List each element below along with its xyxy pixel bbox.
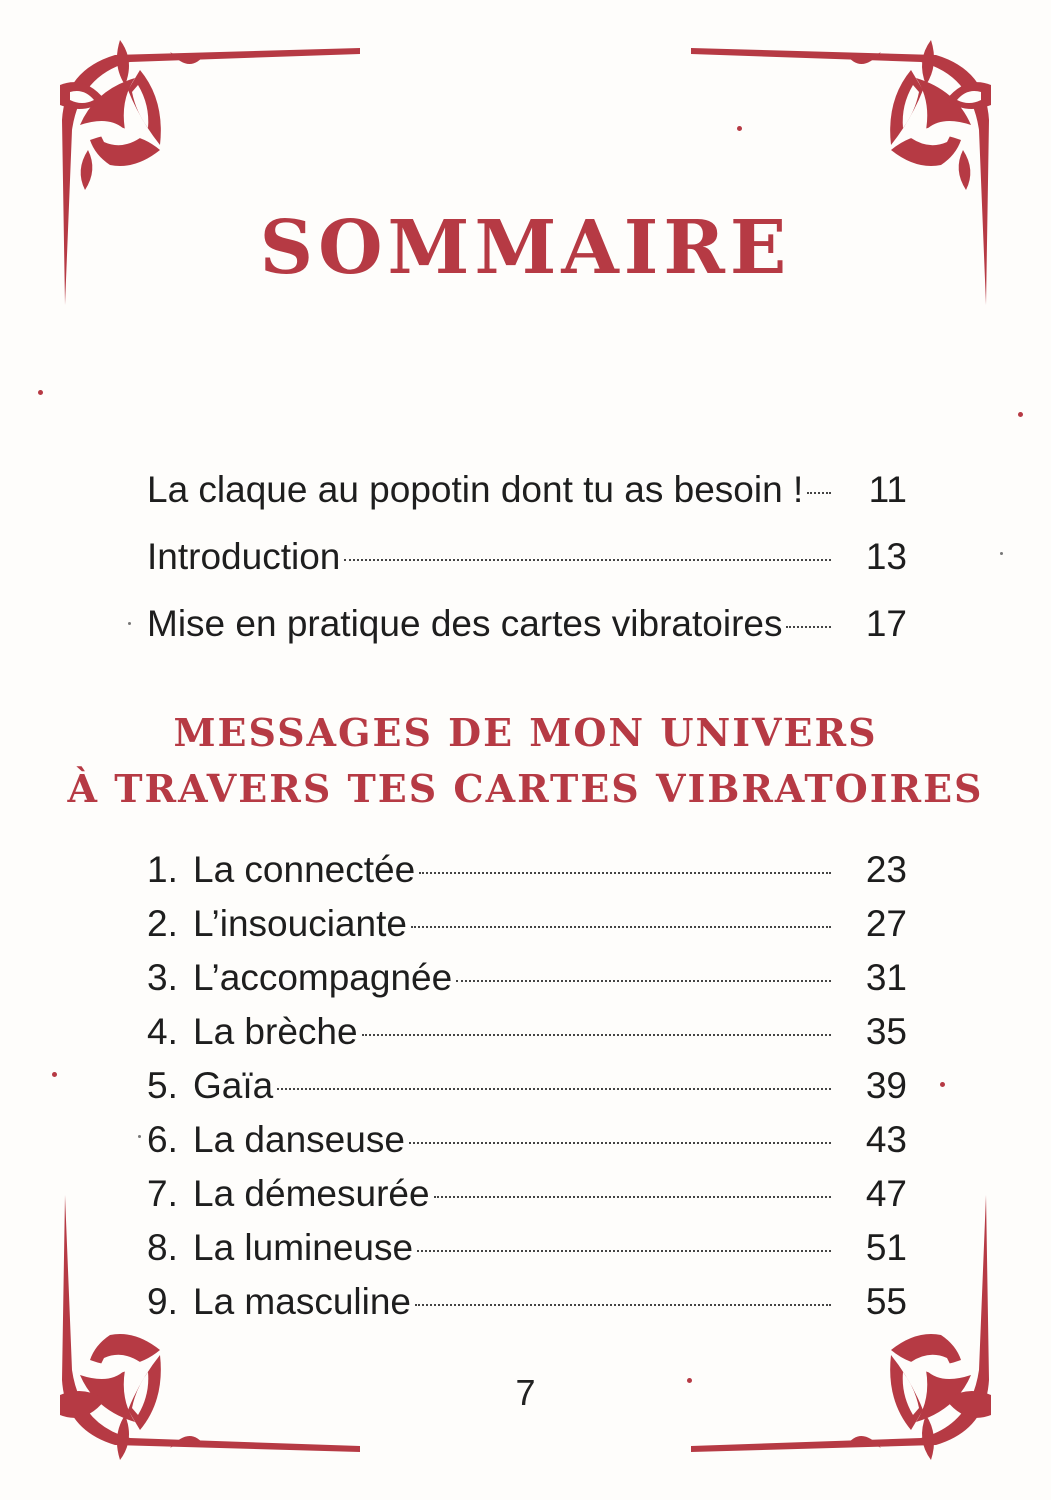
toc-entry-number: 3. — [147, 957, 178, 998]
dot-leader — [419, 872, 831, 874]
toc-entry-page: 11 — [868, 469, 907, 510]
ink-speck — [52, 1072, 57, 1077]
toc-entry-label: La démesurée — [193, 1173, 430, 1214]
ink-speck — [138, 1135, 141, 1138]
toc-entry[interactable] — [147, 953, 907, 1007]
toc-entry-number: 7. — [147, 1173, 178, 1214]
toc-entry-number: 6. — [147, 1119, 178, 1160]
toc-entry[interactable] — [147, 599, 907, 666]
toc-entry-number: 5. — [147, 1065, 178, 1106]
toc-entry-number: 8. — [147, 1227, 178, 1268]
dot-leader — [807, 492, 831, 494]
toc-entry-label: Introduction — [147, 536, 341, 577]
dot-leader — [362, 1034, 831, 1036]
toc-entry-label: La claque au popotin dont tu as besoin ! — [147, 469, 804, 510]
dot-leader — [456, 980, 831, 982]
toc-entry-page: 47 — [865, 1173, 907, 1214]
toc-entry[interactable] — [147, 845, 907, 899]
dot-leader — [411, 926, 831, 928]
toc-entry[interactable] — [147, 532, 907, 599]
toc-entry-label: La connectée — [193, 849, 416, 890]
toc-entry-page: 17 — [865, 603, 907, 644]
toc-entry-number: 9. — [147, 1281, 178, 1322]
toc-entry-page: 39 — [865, 1065, 907, 1106]
dot-leader — [786, 626, 831, 628]
page-number: 7 — [515, 1372, 536, 1413]
toc-entry-page: 51 — [865, 1227, 907, 1268]
dot-leader — [415, 1304, 831, 1306]
ink-speck — [737, 126, 742, 131]
dot-leader — [344, 559, 831, 561]
toc-entry[interactable] — [147, 1277, 907, 1331]
toc-entry[interactable] — [147, 1169, 907, 1223]
dot-leader — [417, 1250, 831, 1252]
dot-leader — [434, 1196, 831, 1198]
section-heading — [0, 705, 1051, 817]
section-heading-line-2: À TRAVERS TES CARTES VIBRATOIRES — [67, 766, 984, 811]
toc-entry-page: 13 — [865, 536, 907, 577]
page-title: SOMMAIRE — [259, 205, 792, 291]
ink-speck — [940, 1082, 945, 1087]
toc-entry-number: 4. — [147, 1011, 178, 1052]
toc-entry[interactable] — [147, 899, 907, 953]
toc-entry-label: Mise en pratique des cartes vibratoires — [147, 603, 783, 644]
toc-entry-number: 2. — [147, 903, 178, 944]
toc-entry-page: 35 — [865, 1011, 907, 1052]
toc-entry[interactable] — [147, 1061, 907, 1115]
ink-speck — [128, 622, 131, 625]
section-heading-line-1: MESSAGES DE MON UNIVERS — [173, 710, 878, 755]
toc-entry-label: La masculine — [193, 1281, 412, 1322]
toc-entry-number: 1. — [147, 849, 178, 890]
toc-entry-label: Gaïa — [193, 1065, 274, 1106]
toc-entry[interactable] — [147, 1115, 907, 1169]
toc-entry-label: La brèche — [193, 1011, 358, 1052]
toc-entry-label: L’insouciante — [193, 903, 407, 944]
ink-speck — [38, 390, 43, 395]
ink-speck — [1018, 412, 1023, 417]
dot-leader — [409, 1142, 831, 1144]
dot-leader — [277, 1088, 831, 1090]
toc-entry-label: La lumineuse — [193, 1227, 414, 1268]
ink-speck — [1000, 552, 1003, 555]
toc-entry-page: 43 — [865, 1119, 907, 1160]
toc-entry[interactable] — [147, 1223, 907, 1277]
toc-entry-page: 31 — [865, 957, 907, 998]
toc-entry-page: 27 — [865, 903, 907, 944]
toc-entry-label: L’accompagnée — [193, 957, 453, 998]
toc-cards-list — [147, 845, 907, 1331]
toc-entry-page: 23 — [865, 849, 907, 890]
toc-entry-label: La danseuse — [193, 1119, 405, 1160]
toc-entry[interactable] — [147, 1007, 907, 1061]
toc-entry[interactable] — [147, 465, 907, 532]
toc-entry-page: 55 — [865, 1281, 907, 1322]
toc-intro-list — [147, 465, 907, 666]
